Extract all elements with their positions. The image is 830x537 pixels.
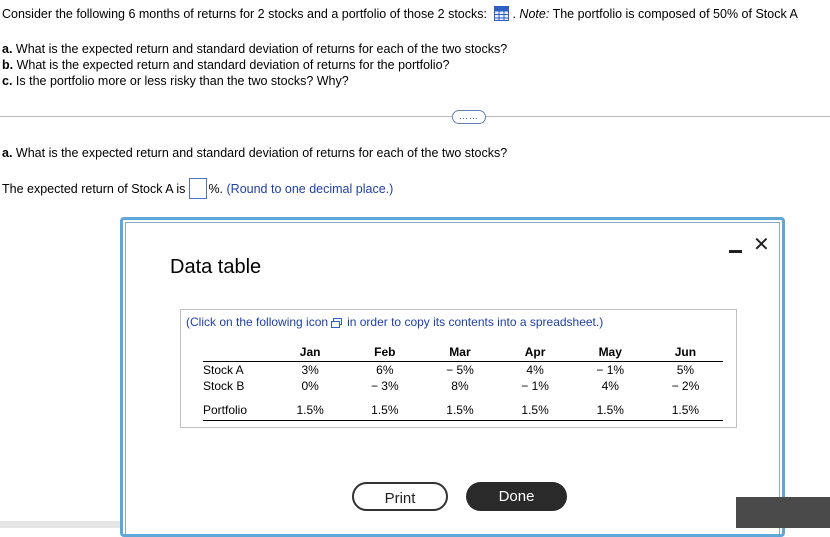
column-header: Jun: [648, 343, 723, 362]
next-button-partial[interactable]: [736, 497, 830, 528]
returns-table: [203, 343, 723, 421]
table-cell: 5%: [676, 363, 695, 377]
table-cell: − 5%: [446, 363, 474, 377]
copy-instruction: (Click on the following icon in order to copy its contents into a spreadsheet.): [186, 315, 604, 329]
column-header: May: [573, 343, 648, 362]
table-cell: 0%: [301, 379, 319, 393]
row-label: Stock B: [203, 379, 245, 393]
table-row-stock-a: [203, 362, 723, 379]
table-cell: 3%: [301, 363, 319, 377]
table-header-row: [203, 343, 723, 362]
section-divider: [0, 116, 830, 117]
table-cell: 8%: [451, 379, 469, 393]
close-icon[interactable]: ✕: [753, 234, 770, 256]
table-row-portfolio: [203, 402, 723, 421]
question-item-c: c. Is the portfolio more or less risky than the two stocks? Why?: [2, 74, 349, 88]
table-cell: 6%: [376, 363, 394, 377]
rounding-hint: (Round to one decimal place.): [226, 182, 394, 196]
table-cell: 1.5%: [648, 402, 723, 421]
question-item-b: b. What is the expected return and standard deviation of returns for the portfolio?: [2, 58, 450, 72]
expand-more-button[interactable]: ……: [452, 110, 486, 124]
row-label: Stock A: [203, 363, 244, 377]
table-cell: − 1%: [521, 379, 549, 393]
table-cell: − 1%: [596, 363, 625, 377]
table-cell: − 3%: [370, 379, 399, 393]
minimize-icon[interactable]: [729, 250, 742, 253]
data-table-dialog: [120, 217, 785, 537]
spreadsheet-grid-icon[interactable]: [494, 6, 509, 24]
column-header: Jan: [273, 343, 347, 362]
part-a-prompt: a. What is the expected return and standard deviation of returns for each of the two stocks?: [2, 146, 508, 160]
table-row-stock-b: [203, 378, 723, 402]
dialog-title: Data table: [170, 256, 262, 278]
row-label: Portfolio: [203, 402, 273, 421]
answer-suffix: %.: [208, 182, 224, 196]
table-cell: 1.5%: [573, 402, 648, 421]
note-label: Note:: [519, 7, 550, 21]
dialog-inner-frame: [125, 222, 780, 534]
data-table-panel: [180, 309, 737, 428]
print-button[interactable]: Print: [352, 482, 448, 511]
table-cell: 1.5%: [347, 402, 422, 421]
expected-return-input[interactable]: [189, 178, 207, 199]
column-header: Apr: [498, 343, 573, 362]
table-cell: − 2%: [671, 379, 700, 393]
question-item-a: a. What is the expected return and standard deviation of returns for each of the two stocks?: [2, 42, 508, 56]
question-intro: Consider the following 6 months of returns for 2 stocks and a portfolio of those 2 stocks: . Note: The portfolio is composed of 50% of Stock A: [2, 6, 798, 24]
answer-line: [2, 178, 393, 199]
column-header: Mar: [422, 343, 497, 362]
table-cell: 4%: [526, 363, 544, 377]
note-text: The portfolio is composed of 50% of Stock A: [552, 7, 798, 21]
column-header: Feb: [347, 343, 422, 362]
question-list: [2, 41, 507, 89]
copy-to-spreadsheet-icon[interactable]: [331, 317, 343, 331]
table-cell: 4%: [601, 379, 619, 393]
done-button[interactable]: Done: [466, 482, 567, 511]
table-cell: 1.5%: [498, 402, 573, 421]
question-intro-text: Consider the following 6 months of returns for 2 stocks and a portfolio of those 2 stocks:: [2, 7, 487, 21]
table-cell: 1.5%: [273, 402, 347, 421]
answer-prefix: The expected return of Stock A is: [2, 182, 186, 196]
table-cell: 1.5%: [422, 402, 497, 421]
footer-strip: [0, 521, 120, 528]
